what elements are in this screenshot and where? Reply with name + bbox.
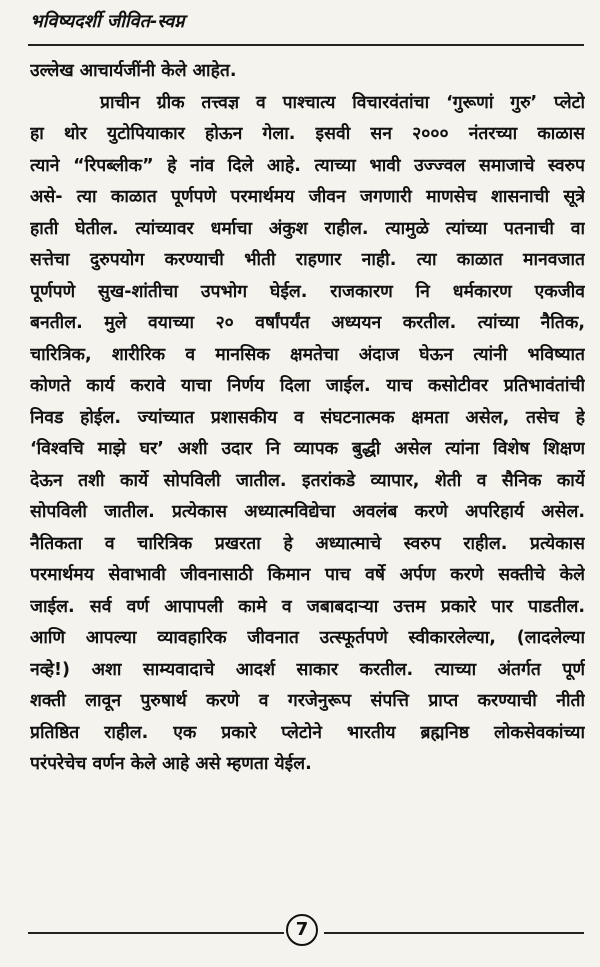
text-line: हाती घेतील. त्यांच्यावर धर्माचा अंकुश राहील. त्यामुळे त्यांच्या पतनाची वा xyxy=(30,218,585,239)
text-line: ‘विश्वचि माझे घर’ अशी उदार नि व्यापक बुद्धी असेल त्यांना विशेष शिक्षण xyxy=(30,439,585,459)
text-line: त्याने “रिपब्लीक” हे नांव दिले आहे. त्याच्या भावी उज्ज्वल समाजाचे स्वरुप xyxy=(30,155,585,176)
text-line: कोणते कार्य करावे याचा निर्णय दिला जाईल. याच कसोटीवर प्रतिभावंतांची xyxy=(30,376,585,396)
text-line: हा थोर युटोपियाकार होऊन गेला. इसवी सन २००० नंतरच्या काळास xyxy=(30,124,585,144)
body-text xyxy=(30,56,585,781)
text-line: देऊन तशी कार्ये सोपविली जातील. इतरांकडे व्यापार, शेती व सैनिक कार्ये xyxy=(30,470,585,491)
text-line: परंपरेचेच वर्णन केले आहे असे म्हणता येईल. xyxy=(30,754,312,774)
footer-rule-left xyxy=(28,932,284,934)
footer-rule-right xyxy=(324,932,584,934)
text-line: निवड होईल. ज्यांच्यात प्रशासकीय व संघटनात्मक क्षमता असेल, तसेच हे xyxy=(30,407,585,428)
text-line: जाईल. सर्व वर्ण आपापली कामे व जबाबदाऱ्या उत्तम प्रकारे पार पाडतील. xyxy=(30,596,585,617)
text-line: असे- त्या काळात पूर्णपणे परमार्थमय जीवन जगणारी माणसेच शासनाची सूत्रे xyxy=(30,187,585,207)
running-header: भविष्यदर्शी जीवित-स्वप्न xyxy=(30,11,185,32)
text-line: चारित्रिक, शारीरिक व मानसिक क्षमतेचा अंदाज घेऊन त्यांनी भविष्यात xyxy=(30,344,585,365)
text-line: पूर्णपणे सुख-शांतीचा उपभोग घेईल. राजकारण नि धर्मकारण एकजीव xyxy=(30,281,585,302)
text-line: सत्तेचा दुरुपयोग करण्याची भीती राहणार नाही. त्या काळात मानवजात xyxy=(30,250,585,270)
header-rule xyxy=(28,44,584,46)
text-line: बनतील. मुले वयाच्या २० वर्षांपर्यंत अध्ययन करतील. त्यांच्या नैतिक, xyxy=(30,313,585,333)
text-line: परमार्थमय सेवाभावी जीवनासाठी किमान पाच वर्षे अर्पण करणे सक्तीचे केले xyxy=(30,565,585,585)
text-line: सोपविली जातील. प्रत्येकास अध्यात्मविद्येचा अवलंब करणे अपरिहार्य असेल. xyxy=(30,502,585,522)
text-line: उल्लेख आचार्यजींनी केले आहेत. xyxy=(30,61,237,81)
text-line: नव्हे!) अशा साम्यवादाचे आदर्श साकार करतील. त्याच्या अंतर्गत पूर्ण xyxy=(30,659,585,680)
text-line: नैतिकता व चारित्रिक प्रखरता हे अध्यात्माचे स्वरुप राहील. प्रत्येकास xyxy=(30,533,585,554)
text-line: आणि आपल्या व्यावहारिक जीवनात उत्स्फूर्तपणे स्वीकारलेल्या, (लादलेल्या xyxy=(30,628,585,648)
text-line: शक्ती लावून पुरुषार्थ करणे व गरजेनुरूप संपत्ति प्राप्त करण्याची नीती xyxy=(30,691,585,711)
page-number: 7 xyxy=(286,914,318,946)
text-line: प्राचीन ग्रीक तत्त्वज्ञ व पाश्चात्य विचारवंतांचा ‘गुरूणां गुरु’ प्लेटो xyxy=(100,92,585,113)
text-line: प्रतिष्ठित राहील. एक प्रकारे प्लेटोने भारतीय ब्रह्मनिष्ठ लोकसेवकांच्या xyxy=(30,722,585,743)
